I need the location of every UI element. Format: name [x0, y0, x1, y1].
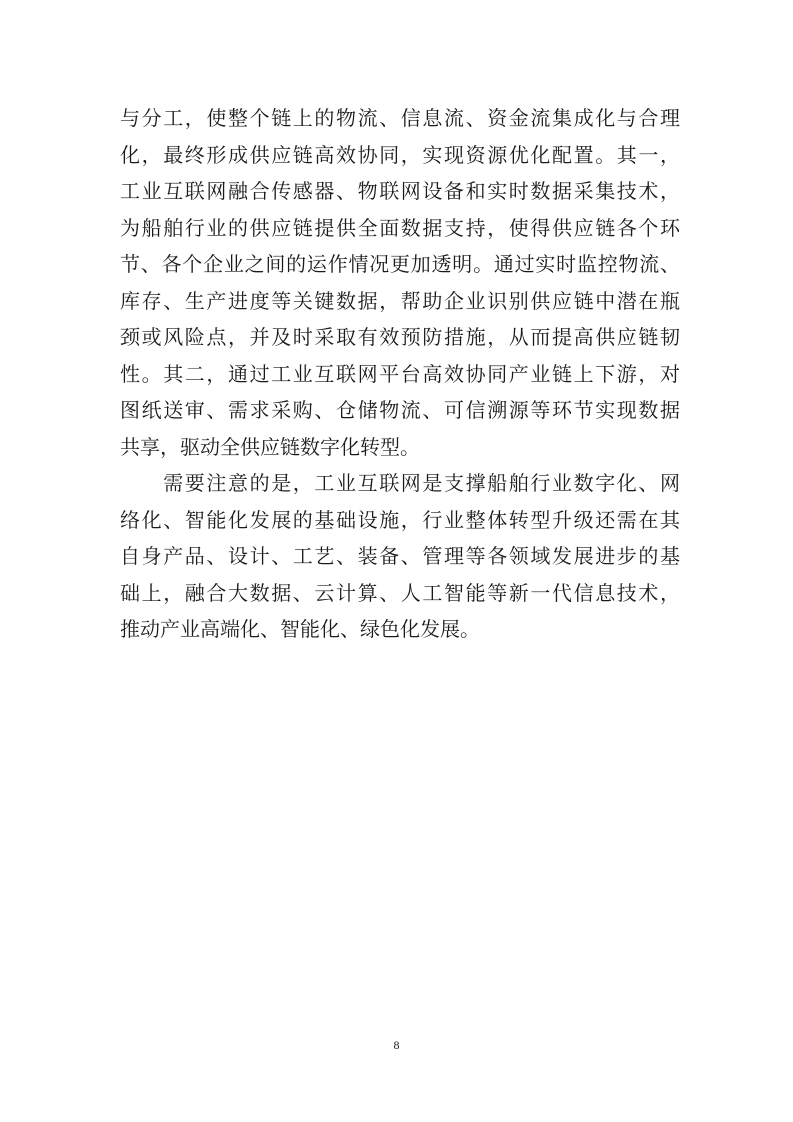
text-line-3: 工业互联网融合传感器、物联网设备和实时数据采集技术，: [120, 179, 680, 203]
text-line-12: 络化、智能化发展的基础设施，行业整体转型升级还需在其: [120, 507, 680, 532]
text-line-8: 性。其二，通过工业互联网平台高效协同产业链上下游，对: [120, 361, 680, 386]
text-line-4: 为船舶行业的供应链提供全面数据支持，使得供应链各个环: [120, 215, 680, 240]
text-line-9: 图纸送审、需求采购、仓储物流、可信溯源等环节实现数据: [120, 398, 680, 422]
text-line-7: 颈或风险点，并及时采取有效预防措施，从而提高供应链韧: [120, 325, 680, 349]
text-line-15: 推动产业高端化、智能化、绿色化发展。: [120, 617, 480, 641]
page-number: 8: [393, 1038, 400, 1052]
text-line-14: 础上，融合大数据、云计算、人工智能等新一代信息技术，: [120, 580, 680, 605]
text-line-13: 自身产品、设计、工艺、装备、管理等各领域发展进步的基: [120, 544, 680, 568]
text-line-11: 需要注意的是，工业互联网是支撑船舶行业数字化、网: [120, 471, 680, 495]
text-line-2: 化，最终形成供应链高效协同，实现资源优化配置。其一，: [120, 142, 680, 167]
text-line-10: 共享，驱动全供应链数字化转型。: [120, 434, 420, 459]
text-line-6: 库存、生产进度等关键数据，帮助企业识别供应链中潜在瓶: [120, 288, 680, 313]
body-text: [120, 100, 680, 648]
text-line-1: 与分工，使整个链上的物流、信息流、资金流集成化与合理: [120, 106, 680, 130]
text-line-5: 节、各个企业之间的运作情况更加透明。通过实时监控物流、: [120, 252, 680, 276]
